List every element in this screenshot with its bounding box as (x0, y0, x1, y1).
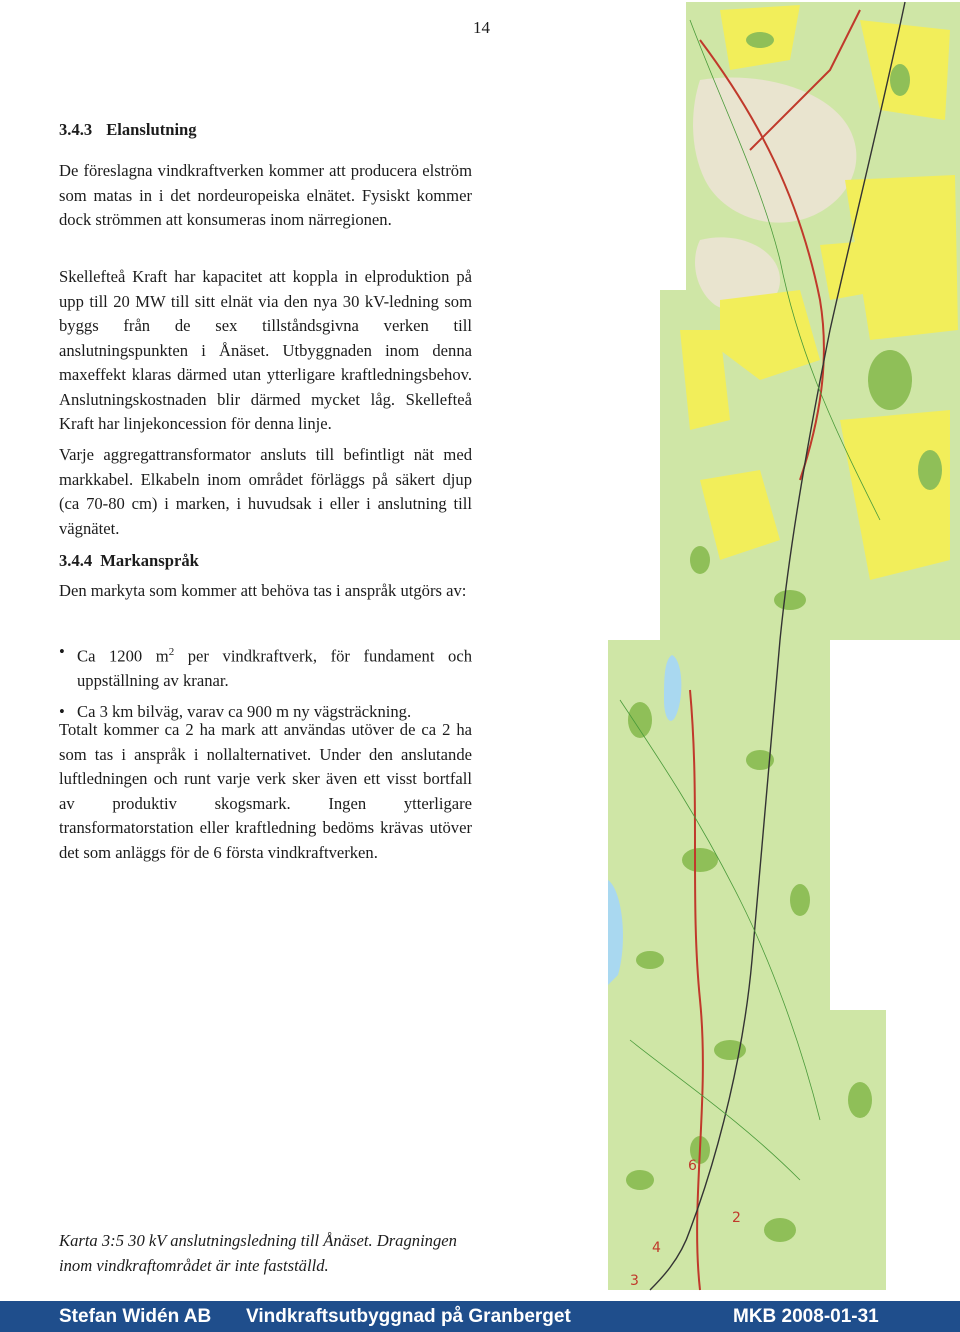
bullet-item: • Ca 3 km bilväg, varav ca 900 m ny vägsträckning. (59, 700, 472, 725)
turbine-label-4: 4 (652, 1240, 661, 1256)
section-344 (59, 549, 472, 574)
section-343-para-3: Varje aggregattransformator ansluts till befintligt nät med markkabel. Elkabeln inom området förläggs på säkert djup (ca 70-80 cm) i marken, i huvudsak i eller i anslutning till vägnätet. (59, 445, 472, 538)
bullet-item: • Ca 1200 $m^2$ per vindkraftverk, för fundament och uppställning av kranar. (59, 640, 472, 694)
section-343 (59, 118, 472, 143)
page-number: 14 (473, 18, 490, 37)
turbine-label-2: 2 (732, 1210, 741, 1226)
turbine-label-6: 6 (688, 1158, 697, 1174)
section-344-intro: Den markyta som kommer att behöva tas i anspråk utgörs av: (59, 581, 467, 600)
map-segment-bottom (608, 1010, 886, 1290)
map-caption: Karta 3:5 30 kV anslutningsledning till Ånäset. Dragningen inom vindkraftområdet är inte fastställd. (59, 1231, 457, 1275)
footer-bar (0, 1301, 960, 1332)
bullet-list (59, 640, 472, 724)
turbine-label-3: 3 (630, 1273, 639, 1289)
section-344-closing: Totalt kommer ca 2 ha mark att användas utöver de ca 2 ha som tas i anspråk i nollalternativet. Under den anslutande luftledningen och runt varje verk sker även ett visst bortfall av produktiv skogsmark. Ingen ytterligare transformatorstation eller kraftledning bedöms krävas utöver det som anläggs för de 6 första vindkraftverken. (59, 720, 472, 862)
section-343-para-2: Skellefteå Kraft har kapacitet att koppla in elproduktion på upp till 20 MW till sitt elnät via den nya 30 kV-ledning som byggs från de sex tillståndsgivna verken till anslutningspunkten i Ånäset. Utbyggnaden inom denna maxeffekt klaras därmed utan ytterligare kraftledningsbehov. Anslutningskostnaden blir därmed mycket låg. Skellefteå Kraft har linjekoncession för denna linje. (59, 267, 472, 433)
section-heading-343: 3.4.3 Elanslutning (59, 120, 197, 139)
section-343-para-1: De föreslagna vindkraftverken kommer att producera elström som matas in i det nordeuropeiska elnätet. Fysiskt kommer dock strömmen att konsumeras inom närregionen. (59, 161, 472, 229)
footer-company: Stefan Widén AB (59, 1306, 212, 1327)
footer-project: Vindkraftsutbyggnad på Granberget (246, 1306, 571, 1327)
section-344-bullets (59, 640, 472, 724)
section-heading-344: 3.4.4 Markanspråk (59, 551, 199, 570)
footer-doc: MKB 2008-01-31 (733, 1306, 879, 1327)
